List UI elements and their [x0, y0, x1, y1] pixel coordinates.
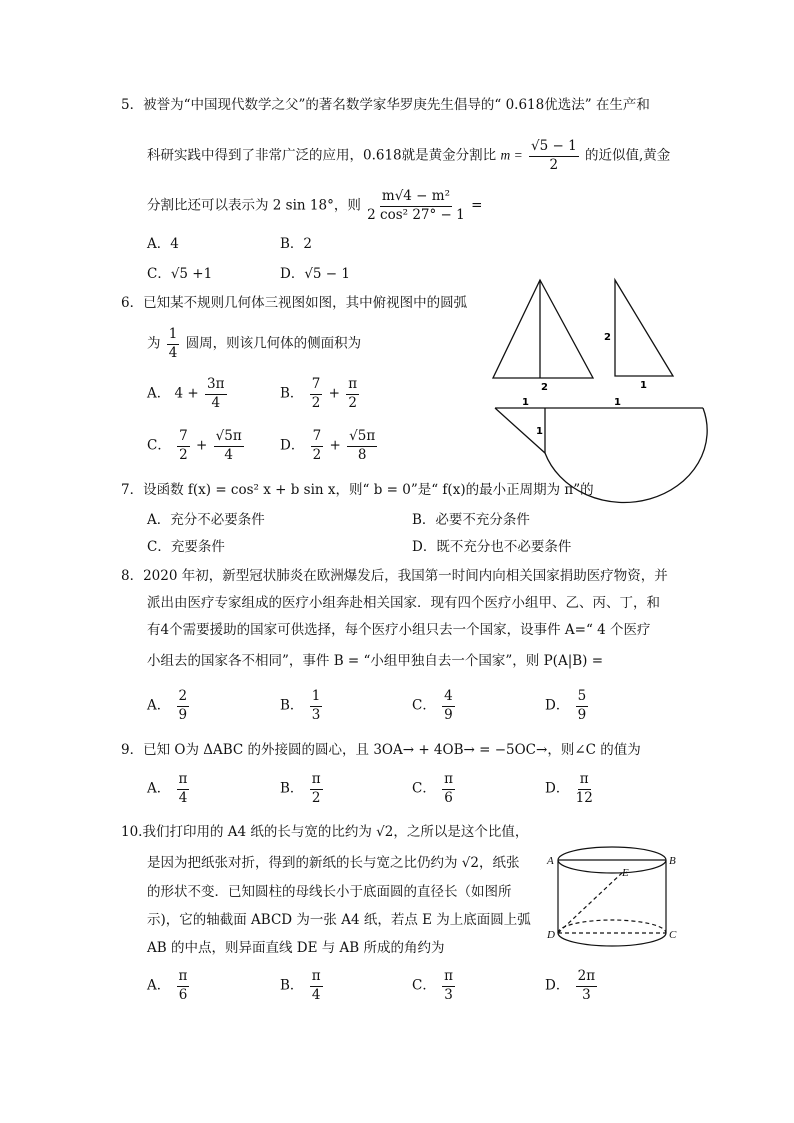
q8-option-c[interactable]: [412, 690, 457, 722]
q8-a-fraction: [177, 690, 190, 722]
label-e: E: [622, 867, 629, 879]
label-b: B: [669, 855, 676, 867]
q10-d-fraction: [576, 970, 597, 1002]
q10-cylinder-figure: [545, 838, 680, 958]
q10-option-c[interactable]: [412, 970, 457, 1002]
q10-b-fraction: [310, 970, 323, 1002]
q5-option-d[interactable]: D．√5 − 1: [280, 266, 350, 282]
q6-b-fraction2: [346, 378, 359, 410]
q6-a-pre: 4 +: [174, 385, 199, 402]
q9-d-label: D．: [545, 780, 570, 797]
q6-a-num: 3π: [205, 378, 226, 395]
q8-c-num: 4: [442, 690, 455, 707]
q8-b-num: 1: [310, 690, 323, 707]
q10-line2: 是因为把纸张对折，得到的新纸的长与宽之比仍约为 √2，纸张: [147, 855, 520, 871]
q5-golden-fraction: [529, 140, 579, 172]
side-view-triangle: [615, 280, 673, 376]
q9-line1: 9．已知 O为 ΔABC 的外接圆的圆心，且 3OA→ + 4OB→ = −5OC→，则∠C 的值为: [121, 742, 641, 758]
q9-b-label: B．: [280, 780, 304, 797]
q7-option-b[interactable]: B．必要不充分条件: [412, 512, 530, 528]
q6-d-label: D．: [280, 437, 305, 454]
q9-a-num: π: [177, 773, 190, 790]
q9-option-c[interactable]: [412, 773, 457, 805]
q6-c-label: C．: [147, 437, 171, 454]
q6-option-b[interactable]: [280, 378, 361, 410]
q6-option-d[interactable]: [280, 430, 379, 462]
segment-de: [558, 872, 623, 933]
q5-option-b[interactable]: B．2: [280, 236, 313, 252]
q10-option-b[interactable]: [280, 970, 325, 1002]
q6-c-den2: 4: [224, 446, 233, 463]
q8-line1: 8．2020 年初，新型冠状肺炎在欧洲爆发后，我国第一时间内向相关国家捐助医疗物资，并: [121, 568, 668, 584]
label-a: A: [547, 855, 554, 867]
q8-a-num: 2: [177, 690, 190, 707]
q9-c-fraction: [442, 773, 455, 805]
q6-c-fraction2: [214, 430, 244, 462]
q6-d-fraction2: [347, 430, 377, 462]
q10-option-a[interactable]: [147, 970, 191, 1002]
q6-three-view-figure: [490, 278, 700, 463]
q5-golden-den: 2: [549, 156, 559, 173]
q6-b-label: B．: [280, 385, 304, 402]
q5-line3-pre: 分割比还可以表示为 2 sin 18°，则: [147, 197, 361, 214]
q5-expr-den: 2 cos² 27° − 1: [367, 206, 465, 223]
q10-d-label: D．: [545, 977, 570, 994]
q8-line3: 有4个需要援助的国家可供选择，每个医疗小组只去一个国家，设事件 A=“ 4 个医疗: [147, 622, 651, 638]
q6-c-num2: √5π: [214, 430, 244, 447]
q8-d-den: 9: [577, 706, 587, 723]
q8-option-d[interactable]: [545, 690, 590, 722]
q7-option-a[interactable]: A．充分不必要条件: [147, 512, 265, 528]
q8-option-b[interactable]: [280, 690, 324, 722]
q10-b-label: B．: [280, 977, 304, 994]
q5-line1: 5．被誉为“中国现代数学之父”的著名数学家华罗庚先生倡导的“ 0.618优选法” 在生产和: [121, 97, 650, 113]
q6-line1: 6．已知某不规则几何体三视图如图，其中俯视图中的圆弧: [121, 295, 468, 311]
q8-line2: 派出由医疗专家组成的医疗小组奔赴相关国家．现有四个医疗小组甲、乙、丙、丁，和: [147, 595, 660, 611]
q6-a-den: 4: [211, 394, 221, 411]
q9-c-num: π: [442, 773, 455, 790]
q8-c-label: C．: [412, 697, 436, 714]
q6-d-num1: 7: [311, 430, 324, 447]
q6-line2-pre: 为: [147, 335, 161, 352]
q8-option-a[interactable]: [147, 690, 191, 722]
label-d: D: [547, 929, 555, 941]
q8-c-fraction: [442, 690, 455, 722]
q8-d-label: D．: [545, 697, 570, 714]
q5-option-c[interactable]: C．√5 +1: [147, 266, 213, 282]
q6-b-num2: π: [346, 378, 359, 395]
q8-a-label: A．: [147, 697, 171, 714]
q9-a-label: A．: [147, 780, 171, 797]
q9-option-a[interactable]: [147, 773, 191, 805]
q9-b-fraction: [310, 773, 323, 805]
q6-b-num1: 7: [310, 378, 323, 395]
q5-line3-post: =: [471, 197, 483, 214]
q10-a-label: A．: [147, 977, 171, 994]
q5-line3: [147, 190, 482, 222]
q7-line1: 7．设函数 f(x) = cos² x + b sin x，则“ b = 0”是“ f(x)的最小正周期为 π”的: [121, 482, 594, 498]
q6-b-plus: +: [328, 385, 340, 402]
q7-option-d[interactable]: D．既不充分也不必要条件: [412, 539, 572, 555]
q10-a-fraction: [177, 970, 190, 1002]
q6-option-a[interactable]: [147, 378, 229, 410]
front-view-triangle: [493, 280, 593, 378]
q6-d-plus: +: [329, 437, 341, 454]
q9-c-label: C．: [412, 780, 436, 797]
q10-b-den: 4: [311, 986, 321, 1003]
q6-a-label: A．: [147, 385, 171, 402]
q8-d-fraction: [576, 690, 589, 722]
q10-a-den: 6: [178, 986, 188, 1003]
q6-option-c[interactable]: [147, 430, 246, 462]
q6-line2-post: 圆周，则该几何体的侧面积为: [185, 335, 362, 352]
q6-b-fraction1: [310, 378, 323, 410]
top-right-label: 1: [614, 397, 621, 408]
front-base-label: 2: [541, 382, 548, 393]
q6-c-fraction1: [177, 430, 190, 462]
q10-c-label: C．: [412, 977, 436, 994]
q10-d-num: 2π: [576, 970, 597, 987]
q8-d-num: 5: [576, 690, 589, 707]
q5-line2-pre: 科研实践中得到了非常广泛的应用，0.618就是黄金分割比: [147, 147, 497, 164]
q10-c-num: π: [442, 970, 455, 987]
q6-c-plus: +: [196, 437, 208, 454]
q6-c-den1: 2: [179, 446, 188, 463]
q9-d-den: 12: [575, 789, 593, 806]
q5-golden-num: √5 − 1: [529, 140, 579, 157]
q6-b-den2: 2: [348, 394, 357, 411]
q10-a-num: π: [177, 970, 190, 987]
q9-b-den: 2: [311, 789, 321, 806]
q10-d-den: 3: [582, 986, 591, 1003]
q5-line2-post: 的近似值,黄金: [584, 147, 671, 164]
q6-quarter-den: 4: [168, 344, 178, 361]
q10-option-d[interactable]: [545, 970, 599, 1002]
cylinder-bottom-back-arc: [558, 920, 666, 933]
q9-c-den: 6: [444, 789, 453, 806]
q10-c-fraction: [442, 970, 455, 1002]
q6-line2: [147, 328, 361, 360]
q5-expr-num: m√4 − m²: [380, 190, 452, 207]
q8-b-den: 3: [311, 706, 321, 723]
q6-quarter-num: 1: [167, 328, 180, 345]
q6-b-den1: 2: [311, 394, 321, 411]
q10-line4: 示)，它的轴截面 ABCD 为一张 A4 纸，若点 E 为上底面圆上弧: [147, 912, 531, 928]
q6-d-num2: √5π: [347, 430, 377, 447]
q8-b-fraction: [310, 690, 323, 722]
q6-d-fraction1: [311, 430, 324, 462]
q6-a-fraction: [205, 378, 226, 410]
q10-line3: 的形状不变．已知圆柱的母线长小于底面圆的直径长（如图所: [147, 884, 512, 900]
q9-a-den: 4: [178, 789, 188, 806]
q9-a-fraction: [177, 773, 190, 805]
q9-option-d[interactable]: [545, 773, 595, 805]
q5-expr-fraction: [367, 190, 465, 222]
q8-c-den: 9: [444, 706, 453, 723]
q5-line2: [147, 140, 670, 172]
q6-c-num1: 7: [177, 430, 190, 447]
label-c: C: [669, 929, 677, 941]
q6-d-den1: 2: [312, 446, 322, 463]
q5-m-symbol: m =: [500, 147, 523, 163]
q6-quarter-fraction: [167, 328, 180, 360]
q8-b-label: B．: [280, 697, 304, 714]
q10-line5: AB 的中点，则异面直线 DE 与 AB 所成的角约为: [147, 940, 445, 956]
q9-option-b[interactable]: [280, 773, 325, 805]
q7-option-c[interactable]: C．充要条件: [147, 539, 225, 555]
q8-line4: 小组去的国家各不相同”，事件 B = “小组甲独自去一个国家”，则 P(A|B) =: [147, 653, 604, 669]
top-left-label: 1: [522, 397, 529, 408]
q5-option-a[interactable]: A．4: [147, 236, 179, 252]
cylinder-bottom-front-arc: [558, 933, 666, 946]
q9-d-num: π: [578, 773, 591, 790]
q9-b-num: π: [310, 773, 323, 790]
q9-d-fraction: [576, 773, 593, 805]
q6-d-den2: 8: [357, 446, 367, 463]
q10-c-den: 3: [444, 986, 453, 1003]
side-height-label: 2: [604, 332, 611, 343]
top-mid-label: 1: [536, 426, 543, 437]
q10-line1: 10.我们打印用的 A4 纸的长与宽的比约为 √2，之所以是这个比值，: [121, 824, 529, 840]
q10-b-num: π: [310, 970, 323, 987]
q8-a-den: 9: [178, 706, 188, 723]
side-base-label: 1: [640, 380, 647, 391]
